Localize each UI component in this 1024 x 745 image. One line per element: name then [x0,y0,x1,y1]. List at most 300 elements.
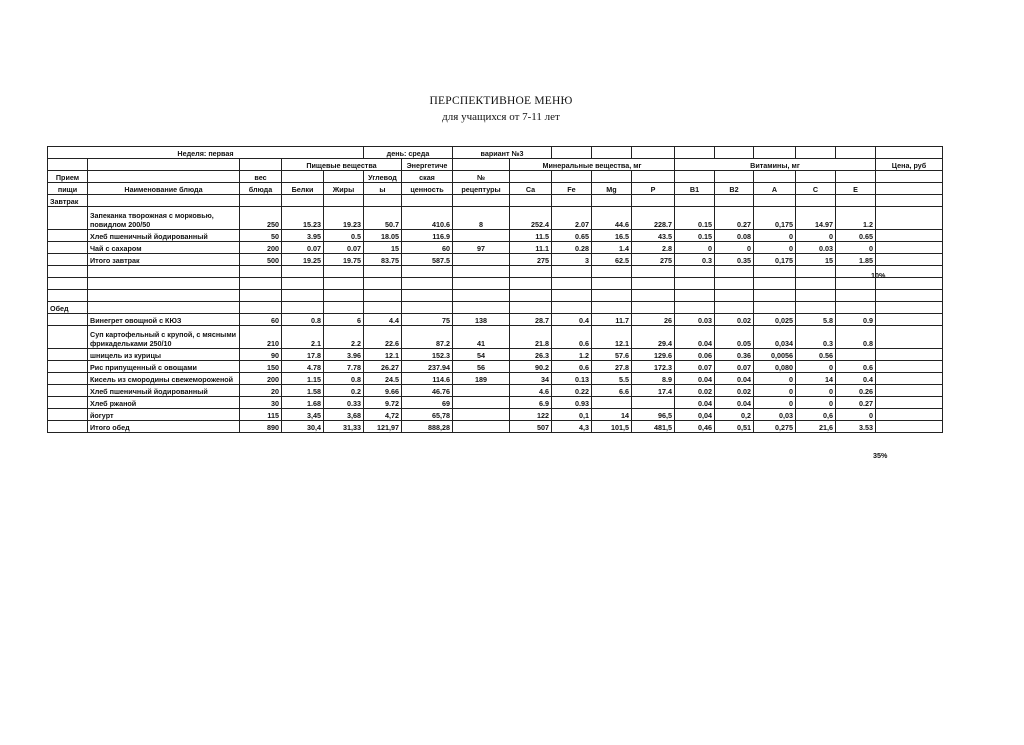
empty-cell [240,290,282,302]
dish-name: Итого завтрак [88,254,240,266]
value-protein: 0.8 [282,314,324,326]
empty-cell [48,314,88,326]
value-e: 1.2 [836,207,876,230]
value-b2: 0.36 [715,349,754,361]
value-mg: 5.5 [592,373,632,385]
empty-cell [754,195,796,207]
value-p: 17.4 [632,385,675,397]
dish-name: Хлеб пшеничный йодированный [88,230,240,242]
empty-cell [324,302,364,314]
empty-cell [876,266,943,278]
empty-cell [48,254,88,266]
value-b2: 0 [715,242,754,254]
value-p [632,397,675,409]
empty-cell [48,326,88,349]
dish-name: Запеканка творожная с морковью, повидлом 200/50 [88,207,240,230]
value-carbs: 24.5 [364,373,402,385]
value-protein: 19.25 [282,254,324,266]
value-recipe: 97 [453,242,510,254]
value-a: 0 [754,385,796,397]
empty-cell [402,290,453,302]
value-protein: 1.15 [282,373,324,385]
b1-header: B1 [675,183,715,195]
value-b1: 0.04 [675,326,715,349]
value-energy: 116.9 [402,230,453,242]
value-mg: 16.5 [592,230,632,242]
value-b1: 0.06 [675,349,715,361]
table-row [48,361,943,373]
empty-cell [240,302,282,314]
value-p: 2.8 [632,242,675,254]
value-protein: 1.58 [282,385,324,397]
empty-cell [632,302,675,314]
weight-header-2: блюда [240,183,282,195]
value-b2: 0.07 [715,361,754,373]
empty-cell [364,266,402,278]
empty-cell [48,266,88,278]
value-e: 0.8 [836,326,876,349]
empty-cell [876,278,943,290]
energy-header-3: ценность [402,183,453,195]
value-a: 0 [754,373,796,385]
value-carbs: 4.4 [364,314,402,326]
value-b1: 0 [675,242,715,254]
table-row [48,207,943,230]
value-ca: 28.7 [510,314,552,326]
value-b1: 0.02 [675,385,715,397]
value-recipe: 189 [453,373,510,385]
value-weight: 60 [240,314,282,326]
value-fat: 19.75 [324,254,364,266]
value-protein: 2.1 [282,326,324,349]
price-cell [876,361,943,373]
dish-name: Итого обед [88,421,240,433]
value-e: 0.6 [836,361,876,373]
empty-cell [836,266,876,278]
document-subtitle: для учащихся от 7-11 лет [442,111,560,123]
value-b1: 0.07 [675,361,715,373]
value-b1: 0.15 [675,207,715,230]
value-a: 0,03 [754,409,796,421]
value-recipe: 56 [453,361,510,373]
value-e: 0.65 [836,230,876,242]
recipe-header-2: рецептуры [453,183,510,195]
value-a: 0,034 [754,326,796,349]
value-mg: 12.1 [592,326,632,349]
value-c: 0.56 [796,349,836,361]
value-e: 3.53 [836,421,876,433]
value-p: 275 [632,254,675,266]
value-a: 0 [754,397,796,409]
value-a: 0 [754,242,796,254]
value-carbs: 12.1 [364,349,402,361]
empty-cell [453,302,510,314]
value-fat: 0.5 [324,230,364,242]
dish-header: Наименование блюда [88,183,240,195]
empty-cell [240,195,282,207]
value-energy: 410.6 [402,207,453,230]
empty-cell [48,385,88,397]
a-header: A [754,183,796,195]
header-row-3 [48,171,943,183]
empty-cell [836,290,876,302]
value-weight: 210 [240,326,282,349]
empty-cell [402,266,453,278]
value-carbs: 9.72 [364,397,402,409]
value-weight: 50 [240,230,282,242]
value-carbs: 83.75 [364,254,402,266]
empty-cell [48,290,88,302]
value-ca: 21.8 [510,326,552,349]
empty-cell [48,278,88,290]
empty-cell [715,302,754,314]
value-recipe [453,230,510,242]
value-b1: 0.15 [675,230,715,242]
empty-cell [876,195,943,207]
fe-header: Fe [552,183,592,195]
empty-cell [592,266,632,278]
empty-cell [324,290,364,302]
section-label: Обед [48,302,88,314]
value-energy: 75 [402,314,453,326]
value-ca: 507 [510,421,552,433]
empty-cell [402,278,453,290]
value-carbs: 4,72 [364,409,402,421]
value-fe: 0.65 [552,230,592,242]
empty-cell [282,278,324,290]
value-recipe [453,409,510,421]
empty-cell [715,195,754,207]
empty-cell [675,290,715,302]
value-fat: 6 [324,314,364,326]
empty-cell [715,290,754,302]
value-protein: 30,4 [282,421,324,433]
value-fat: 0.8 [324,373,364,385]
value-ca: 122 [510,409,552,421]
variant-label: вариант №3 [453,147,552,159]
spacer-row [48,266,943,278]
empty-cell [796,278,836,290]
value-recipe: 138 [453,314,510,326]
empty-cell [796,302,836,314]
empty-cell [754,302,796,314]
value-b2: 0,51 [715,421,754,433]
value-b1: 0.03 [675,314,715,326]
empty-cell [240,278,282,290]
empty-cell [715,266,754,278]
empty-cell [88,266,240,278]
value-energy: 87.2 [402,326,453,349]
price-cell [876,421,943,433]
value-mg: 57.6 [592,349,632,361]
value-mg: 1.4 [592,242,632,254]
table-row [48,326,943,349]
value-ca: 90.2 [510,361,552,373]
value-b1: 0.3 [675,254,715,266]
nutrients-header: Пищевые вещества [282,159,402,171]
value-c: 0.3 [796,326,836,349]
value-b1: 0,46 [675,421,715,433]
meal-header-1: Прием [48,171,88,183]
empty-cell [324,266,364,278]
empty-cell [48,230,88,242]
price-header: Цена, руб [876,159,943,171]
empty-cell [453,195,510,207]
value-weight: 500 [240,254,282,266]
empty-cell [796,290,836,302]
empty-cell [632,266,675,278]
header-row-2 [48,159,943,171]
value-fe: 0.13 [552,373,592,385]
lunch-percent: 35% [873,451,888,460]
empty-cell [836,195,876,207]
empty-cell [510,278,552,290]
value-b2: 0.02 [715,314,754,326]
price-cell [876,326,943,349]
value-e: 0.26 [836,385,876,397]
empty-cell [88,290,240,302]
empty-cell [552,302,592,314]
price-cell [876,385,943,397]
price-cell [876,373,943,385]
value-energy: 60 [402,242,453,254]
value-weight: 150 [240,361,282,373]
empty-cell [876,290,943,302]
empty-cell [552,290,592,302]
empty-cell [88,278,240,290]
value-ca: 6.9 [510,397,552,409]
weight-header-1: вес [240,171,282,183]
empty-cell [675,302,715,314]
empty-cell [552,278,592,290]
table-row [48,385,943,397]
value-fat: 7.78 [324,361,364,373]
value-c: 5.8 [796,314,836,326]
value-p: 129.6 [632,349,675,361]
dish-name: Рис припущенный с овощами [88,361,240,373]
empty-cell [48,409,88,421]
empty-cell [632,278,675,290]
minerals-header: Минеральные вещества, мг [510,159,675,171]
price-cell [876,242,943,254]
value-fe: 0.93 [552,397,592,409]
value-energy: 587.5 [402,254,453,266]
week-label: Неделя: первая [48,147,364,159]
value-a: 0,025 [754,314,796,326]
value-fat: 2.2 [324,326,364,349]
value-p: 8.9 [632,373,675,385]
value-fe: 0.28 [552,242,592,254]
value-e [836,349,876,361]
document-title: ПЕРСПЕКТИВНОЕ МЕНЮ [429,95,573,107]
header-row-1 [48,147,943,159]
mg-header: Mg [592,183,632,195]
value-fat: 0.33 [324,397,364,409]
value-a: 0 [754,230,796,242]
recipe-header-1: № [453,171,510,183]
dish-name: шницель из курицы [88,349,240,361]
empty-cell [592,302,632,314]
value-p: 26 [632,314,675,326]
value-weight: 115 [240,409,282,421]
value-carbs: 121,97 [364,421,402,433]
table-row [48,230,943,242]
empty-cell [324,278,364,290]
ca-header: Ca [510,183,552,195]
value-fe: 0.6 [552,326,592,349]
value-mg: 101,5 [592,421,632,433]
meal-header-2: пищи [48,183,88,195]
value-ca: 275 [510,254,552,266]
value-b2: 0.08 [715,230,754,242]
section-row-breakfast [48,195,943,207]
value-b1: 0.04 [675,397,715,409]
empty-cell [510,290,552,302]
value-weight: 90 [240,349,282,361]
empty-cell [48,361,88,373]
value-recipe [453,385,510,397]
empty-cell [592,278,632,290]
value-mg: 62.5 [592,254,632,266]
value-c: 0 [796,385,836,397]
value-a: 0,0056 [754,349,796,361]
empty-cell [282,302,324,314]
value-c: 0 [796,230,836,242]
value-fat: 0.07 [324,242,364,254]
dish-name: йогурт [88,409,240,421]
price-cell [876,349,943,361]
value-energy: 237.94 [402,361,453,373]
value-fat: 0.2 [324,385,364,397]
empty-cell [324,195,364,207]
b2-header: B2 [715,183,754,195]
day-label: день: среда [364,147,453,159]
dish-name: Хлеб пшеничный йодированный [88,385,240,397]
value-p: 481,5 [632,421,675,433]
empty-cell [402,195,453,207]
value-a: 0,175 [754,254,796,266]
value-carbs: 18.05 [364,230,402,242]
empty-cell [453,278,510,290]
c-header: C [796,183,836,195]
value-mg: 44.6 [592,207,632,230]
carbs-header-2: ы [364,183,402,195]
value-b2: 0,2 [715,409,754,421]
empty-cell [48,349,88,361]
empty-cell [632,195,675,207]
empty-cell [675,195,715,207]
value-b2: 0.02 [715,385,754,397]
price-cell [876,397,943,409]
empty-cell [48,397,88,409]
value-fe: 0,1 [552,409,592,421]
total-row-breakfast [48,254,943,266]
value-b2: 0.04 [715,373,754,385]
table-row [48,409,943,421]
value-energy: 888,28 [402,421,453,433]
value-mg: 14 [592,409,632,421]
empty-cell [796,195,836,207]
empty-cell [364,302,402,314]
value-energy: 69 [402,397,453,409]
empty-cell [48,242,88,254]
empty-cell [836,278,876,290]
value-p: 43.5 [632,230,675,242]
empty-cell [796,266,836,278]
price-cell [876,254,943,266]
value-e: 0.4 [836,373,876,385]
dish-name: Хлеб ржаной [88,397,240,409]
empty-cell [364,278,402,290]
value-energy: 65,78 [402,409,453,421]
breakfast-percent: 10% [871,271,886,280]
dish-name: Винегрет овощной с КЮЗ [88,314,240,326]
value-carbs: 15 [364,242,402,254]
value-recipe: 41 [453,326,510,349]
value-ca: 4.6 [510,385,552,397]
table-row [48,373,943,385]
table-row [48,314,943,326]
value-recipe [453,254,510,266]
value-ca: 34 [510,373,552,385]
value-fe: 0.4 [552,314,592,326]
value-weight: 200 [240,242,282,254]
value-fe: 1.2 [552,349,592,361]
price-cell [876,230,943,242]
value-b2: 0.27 [715,207,754,230]
empty-cell [876,302,943,314]
energy-header-1: Энергетиче [402,159,453,171]
value-c: 0 [796,361,836,373]
empty-cell [402,302,453,314]
fat-header: Жиры [324,183,364,195]
value-mg: 11.7 [592,314,632,326]
carbs-header-1: Углевод [364,171,402,183]
empty-cell [552,266,592,278]
value-c: 14 [796,373,836,385]
empty-cell [510,266,552,278]
table-row [48,349,943,361]
value-fe: 0.22 [552,385,592,397]
value-c: 0 [796,397,836,409]
dish-name: Суп картофельный с крупой, с мясными фрикадельками 250/10 [88,326,240,349]
value-mg: 27.8 [592,361,632,373]
value-recipe [453,421,510,433]
empty-cell [282,290,324,302]
protein-header: Белки [282,183,324,195]
value-e: 0.9 [836,314,876,326]
dish-name: Чай с сахаром [88,242,240,254]
value-p: 172.3 [632,361,675,373]
value-mg: 6.6 [592,385,632,397]
value-ca: 11.1 [510,242,552,254]
value-ca: 11.5 [510,230,552,242]
empty-cell [240,266,282,278]
empty-cell [510,195,552,207]
value-e: 0 [836,242,876,254]
empty-cell [282,195,324,207]
table-row [48,242,943,254]
value-fat: 19.23 [324,207,364,230]
empty-cell [453,266,510,278]
empty-cell [592,290,632,302]
value-energy: 152.3 [402,349,453,361]
value-carbs: 26.27 [364,361,402,373]
value-protein: 1.68 [282,397,324,409]
value-weight: 30 [240,397,282,409]
value-carbs: 50.7 [364,207,402,230]
value-p: 96,5 [632,409,675,421]
